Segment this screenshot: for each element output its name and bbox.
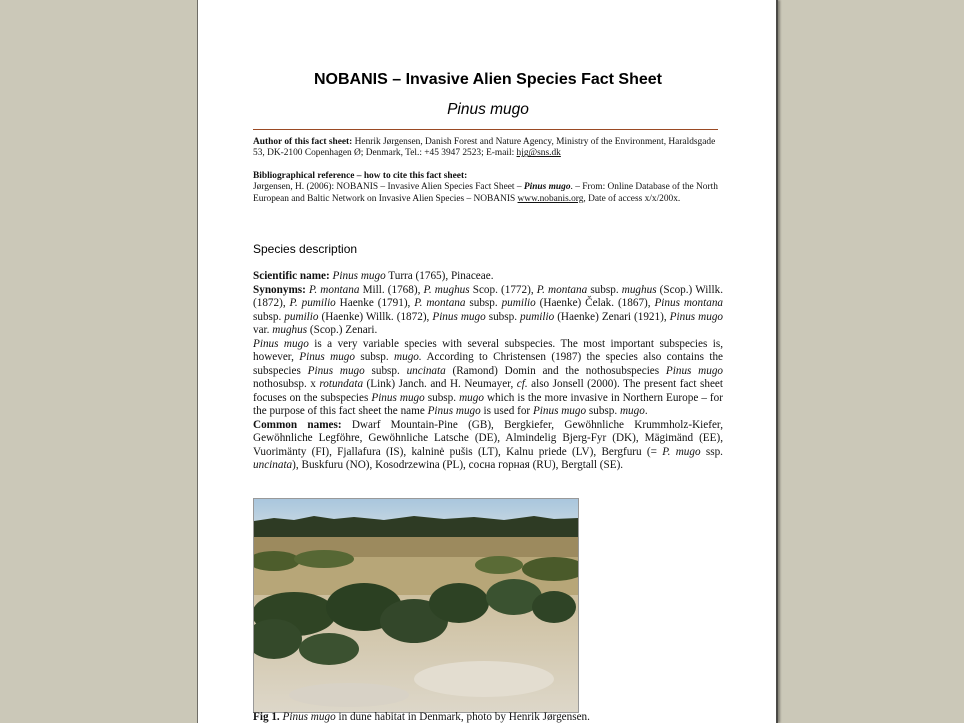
scientific-name: Pinus mugo [332, 270, 386, 282]
species-term: P. mugo [662, 445, 701, 458]
synonym-text: (Scop.) Zenari. [307, 324, 378, 336]
description-text: also Jonsell (2000). The present fact sheet focuses on the subspecies [253, 378, 723, 404]
description-text: is a very variable species with several subspecies. The most important subspecies is, however, [253, 337, 724, 363]
photo-illustration [254, 499, 578, 712]
description-text: (Link) Janch. and H. Neumayer, [363, 378, 517, 390]
description-text: subsp. [364, 364, 407, 377]
synonym-term: pumilio [501, 297, 536, 309]
description-paragraph [253, 338, 723, 419]
species-description-body [253, 270, 723, 473]
species-term: uncinata [253, 459, 293, 471]
bibliographic-reference [253, 171, 723, 205]
species-subtitle: Pinus mugo [447, 101, 529, 118]
synonym-term: pumilio [284, 310, 319, 323]
species-term: Pinus mugo [299, 351, 355, 363]
figure-caption [253, 711, 590, 723]
caption-text: in dune habitat in Denmark, photo by Henrik Jørgensen. [335, 711, 590, 723]
author-block [253, 137, 723, 160]
common-names-text: Dwarf Mountain-Pine (GB), Bergkiefer, Gewöhnliche Krummholz-Kiefer, Gewöhnliche Legföhre, Gewöhnliche Latsche (DE), Almindelig Bjerg-Fyr (DK), Mägimänd (EE), Vuorimänty (FI), Fjallafura (IS), kalninė pušis (LT), Kalnu priede (LV), Bergfuru (= [253, 418, 723, 458]
species-term: Pinus mugo [307, 364, 365, 377]
synonym-text: Scop. (1772), [469, 283, 537, 296]
synonyms-label: Synonyms: [253, 283, 306, 296]
synonym-term: mughus [272, 324, 308, 336]
species-term: Pinus mugo [665, 364, 724, 377]
synonym-term: Pinus montana [654, 297, 724, 309]
header-rule [253, 129, 718, 130]
synonyms-paragraph [253, 284, 723, 338]
species-term: mugo. [394, 351, 422, 363]
document-page [197, 0, 778, 723]
synonym-term: P. montana [308, 283, 360, 296]
description-text: is used for [480, 405, 533, 417]
author-label: Author of this fact sheet: [253, 137, 353, 147]
synonym-text: Mill. (1768), [359, 283, 424, 296]
synonym-term: P. mughus [423, 283, 470, 296]
synonym-text: var. [253, 324, 273, 336]
species-term: uncinata [406, 364, 446, 377]
dune-habitat-photo [253, 498, 579, 713]
scientific-name-paragraph [253, 270, 723, 284]
common-names-text: ssp. [700, 445, 723, 458]
synonym-text: subsp. [485, 310, 521, 323]
synonym-term: P. pumilio [289, 297, 336, 309]
synonym-text: subsp. [465, 297, 502, 309]
synonym-text: Haenke (1791), [335, 297, 415, 309]
biblio-text-3: , Date of access x/x/200x. [583, 193, 681, 204]
synonym-term: P. montana [414, 297, 466, 309]
species-term: cf. [516, 378, 528, 390]
biblio-label: Bibliographical reference – how to cite this fact sheet: [253, 171, 468, 181]
species-term: Pinus mugo [427, 405, 481, 417]
nobanis-link[interactable]: www.nobanis.org [517, 193, 584, 204]
synonym-text: subsp. [587, 283, 622, 296]
caption-species: Pinus mugo [282, 711, 336, 723]
synonym-text: (Scop.) Willk. (1872), [253, 283, 724, 309]
synonym-term: Pinus mugo [669, 310, 724, 323]
common-names-text: ), Buskfuru (NO), Kosodrzewina (PL), сосна горная (RU), Bergtall (SE). [292, 459, 624, 471]
synonym-term: P. montana [536, 283, 588, 296]
author-text: Henrik Jørgensen, Danish Forest and Nature Agency, Ministry of the Environment, Haraldsgade 53, DK-2100 Copenhagen Ø; Denmark, Tel.: +45 3947 2523; E-mail: [253, 137, 716, 159]
synonym-text: (Haenke) Čelak. (1867), [535, 297, 655, 309]
synonym-text: (Haenke) Zenari (1921), [554, 310, 670, 323]
section-heading: Species description [253, 242, 358, 256]
synonym-term: mughus [621, 283, 657, 296]
synonym-text: (Haenke) Willk. (1872), [318, 310, 433, 323]
document-title: NOBANIS – Invasive Alien Species Fact Sheet [314, 71, 662, 88]
description-text: (Ramond) Domin and the nothosubspecies [445, 364, 666, 377]
species-term: mugo [619, 405, 645, 417]
description-text: subsp. [354, 351, 395, 363]
scientific-name-rest: Turra (1765), Pinaceae. [385, 270, 494, 282]
species-term: Pinus mugo [371, 391, 425, 404]
description-text: subsp. [424, 391, 460, 404]
description-text: . [644, 405, 648, 417]
biblio-species: Pinus mugo [523, 182, 571, 193]
synonym-term: Pinus mugo [432, 310, 486, 323]
scientific-name-label: Scientific name: [253, 270, 330, 282]
common-names-paragraph [253, 419, 723, 473]
species-term: mugo [459, 391, 484, 404]
description-text: According to Christensen (1987) the species also contains the subspecies [253, 351, 723, 377]
species-term: Pinus mugo [253, 337, 309, 350]
species-term: Pinus mugo [532, 405, 587, 417]
biblio-text-2: . – From: Online Database of the North European and Baltic Network on Invasive Alien Species – NOBANIS [253, 182, 718, 204]
author-email-link[interactable]: hjg@sns.dk [516, 148, 561, 159]
description-text: nothosubsp. x [253, 378, 320, 390]
description-text: subsp. [586, 405, 620, 417]
common-names-label: Common names: [253, 418, 342, 431]
figure-label: Fig 1. [253, 711, 280, 723]
synonym-term: pumilio [520, 310, 555, 323]
description-text: which is the more invasive in Northern Europe – for the purpose of this fact sheet the name [253, 391, 723, 417]
species-term: rotundata [319, 378, 364, 390]
synonym-text: subsp. [253, 310, 285, 323]
biblio-text-1: Jørgensen, H. (2006): NOBANIS – Invasive Alien Species Fact Sheet – [253, 182, 524, 193]
